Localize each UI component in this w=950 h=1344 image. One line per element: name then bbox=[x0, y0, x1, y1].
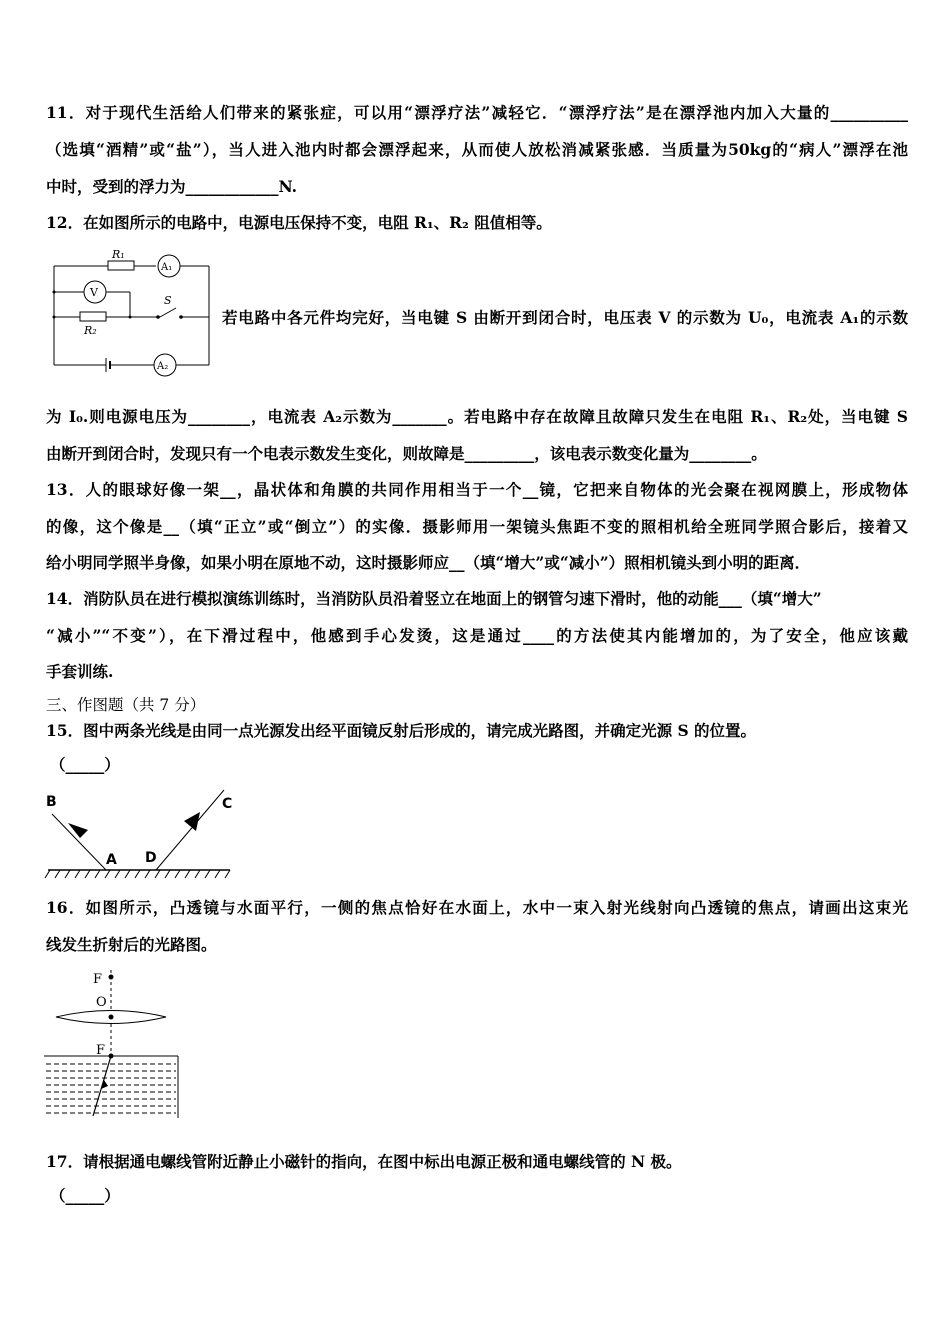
q11-line-3: 中时，受到的浮力为____________N. bbox=[46, 177, 298, 196]
label-f-top: F bbox=[93, 972, 103, 987]
q16-lens-diagram bbox=[44, 968, 184, 1120]
r1-resistor bbox=[108, 261, 134, 270]
r2-resistor bbox=[80, 312, 106, 321]
q14-line-2: “减小”“不变”），在下滑过程中，他感到手心发烫，这是通过____的方法使其内能增加的，为了安全，他应该戴 bbox=[46, 626, 908, 645]
focus-bottom-point bbox=[109, 1054, 114, 1059]
a1-label: A₁ bbox=[161, 262, 173, 273]
q13-line-2: 的像，这个像是__（填“正立”或“倒立”）的实像．摄影师用一架镜头焦距不变的照相机给全班同学照合影后，接着又 bbox=[46, 517, 908, 536]
q15-answer: （_____） bbox=[50, 755, 120, 774]
q12-side-text: 若电路中各元件均完好，当电键 S 由断开到闭合时，电压表 V 的示数为 U₀，电流表 A₁的示数 bbox=[222, 308, 908, 327]
q12-circuit-diagram bbox=[48, 244, 216, 380]
water-body bbox=[46, 1064, 176, 1113]
label-a: A bbox=[106, 852, 117, 868]
section-3-title: 三、作图题（共 7 分） bbox=[46, 696, 206, 714]
q14-line-3: 手套训练. bbox=[46, 662, 114, 681]
a2-label: A₂ bbox=[157, 361, 169, 372]
q12-line-2: 为 I₀.则电源电压为________，电流表 A₂示数为_______。若电路中存在故障且故障只发生在电阻 R₁、R₂处，当电键 S bbox=[46, 407, 908, 426]
q12-line-3: 由断开到闭合时，发现只有一个电表示数发生变化，则故障是_________，该电表示数变化量为________。 bbox=[46, 444, 767, 463]
label-o: O bbox=[96, 995, 107, 1010]
s-label: S bbox=[164, 294, 172, 307]
q11-line-2: （选填“酒精”或“盐”），当人进入池内时都会漂浮起来，从而使人放松消减紧张感．当质量为50kg的“病人”漂浮在池 bbox=[46, 140, 908, 159]
optical-center-point bbox=[109, 1015, 114, 1020]
label-c: C bbox=[222, 796, 233, 812]
q14-line-1: 14．消防队员在进行模拟演练训练时，当消防队员沿着竖立在地面上的钢管匀速下滑时，他的动能___（填“增大” bbox=[46, 589, 822, 608]
q17-answer: （_____） bbox=[50, 1186, 120, 1205]
q12-line-1: 12．在如图所示的电路中，电源电压保持不变，电阻 R₁、R₂ 阻值相等。 bbox=[46, 213, 552, 232]
q15-mirror-diagram bbox=[44, 786, 234, 882]
q11-line-1: 11．对于现代生活给人们带来的紧张症，可以用“漂浮疗法”减轻它．“漂浮疗法”是在漂浮池内加入大量的__________ bbox=[46, 103, 908, 122]
focus-top-point bbox=[109, 975, 114, 980]
r1-label: R₁ bbox=[112, 248, 125, 261]
v-label: V bbox=[90, 286, 98, 299]
ray-dc bbox=[156, 790, 224, 870]
q16-line-1: 16．如图所示，凸透镜与水面平行，一侧的焦点恰好在水面上，水中一束入射光线射向凸透镜的焦点，请画出这束光 bbox=[46, 898, 908, 917]
label-b: B bbox=[46, 794, 57, 810]
switch-s bbox=[160, 308, 176, 317]
r2-label: R₂ bbox=[84, 324, 97, 337]
q13-line-1: 13．人的眼球好像一架__，晶状体和角膜的共同作用相当于一个__镜，它把来自物体的光会聚在视网膜上，形成物体 bbox=[46, 480, 908, 499]
q13-line-3: 给小明同学照半身像，如果小明在原地不动，这时摄影师应__（填“增大”或“减小”）照相机镜头到小明的距离． bbox=[46, 553, 811, 572]
ray-ab bbox=[52, 814, 106, 870]
label-d: D bbox=[145, 850, 157, 866]
label-f-bottom: F bbox=[96, 1043, 106, 1058]
q17-line-1: 17．请根据通电螺线管附近静止小磁针的指向，在图中标出电源正极和通电螺线管的 N 极。 bbox=[46, 1152, 682, 1171]
arrow-ab-icon bbox=[68, 823, 88, 838]
q15-line-1: 15．图中两条光线是由同一点光源发出经平面镜反射后形成的，请完成光路图，并确定光源 S 的位置。 bbox=[46, 721, 757, 740]
q16-line-2: 线发生折射后的光路图。 bbox=[46, 935, 217, 954]
